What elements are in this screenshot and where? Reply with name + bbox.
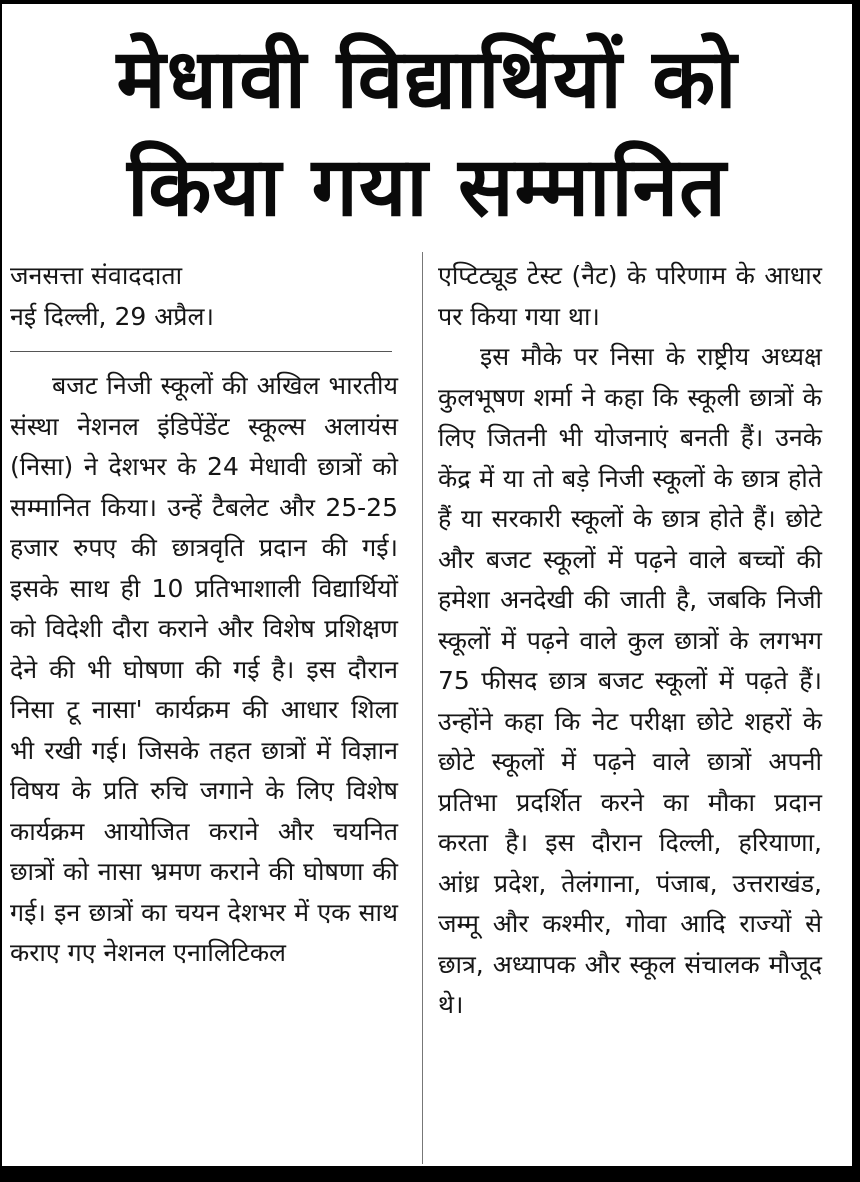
headline (2, 26, 852, 242)
article-column-right (438, 256, 822, 1026)
headline-line-2: किया गया सम्मानित (127, 140, 727, 235)
newspaper-clipping (2, 4, 852, 1166)
byline-dateline: नई दिल्ली, 29 अप्रैल। (10, 301, 214, 331)
article-paragraph: इस मौके पर निसा के राष्ट्रीय अध्यक्ष कुलभूषण शर्मा ने कहा कि स्कूली छात्रों के लिए जितनी भी योजनाएं बनती हैं। उनके केंद्र में या तो बड़े निजी स्कूलों के छात्र होते हैं या सरकारी स्कूलों के छात्र होते हैं। छोटे और बजट स्कूलों में पढ़ने वाले बच्चों की हमेशा अनदेखी की जाती है, जबकि निजी स्कूलों में पढ़ने वाले कुल छात्रों के लगभग 75 फीसद छात्र बजट स्कूलों में पढ़ते हैं। उन्होंने कहा कि नेट परीक्षा छोटे शहरों के छोटे स्कूलों में पढ़ने वाले छात्रों अपनी प्रतिभा प्रदर्शित करने का मौका प्रदान करता है। इस दौरान दिल्ली, हरियाणा, आंध्र प्रदेश, तेलंगाना, पंजाब, उत्तराखंड, जम्मू और कश्मीर, गोवा आदि राज्यों से छात्र, अध्यापक और स्कूल संचालक मौजूद थे। (438, 342, 822, 1019)
byline-divider (10, 351, 392, 352)
byline-author: जनसत्ता संवाददाता (10, 261, 183, 290)
article-paragraph: बजट निजी स्कूलों की अखिल भारतीय संस्था नेशनल इंडिपेंडेंट स्कूल्स अलायंस (निसा) ने देशभर के 24 मेधावी छात्रों को सम्मानित किया। उन्हें टैबलेट और 25-25 हजार रुपए की छात्रवृति प्रदान की गई। इसके साथ ही 10 प्रतिभाशाली विद्यार्थियों को विदेशी दौरा कराने और विशेष प्रशिक्षण देने की भी घोषणा की गई है। इस दौरान निसा टू नासा' कार्यक्रम की आधार शिला भी रखी गई। जिसके तहत छात्रों में विज्ञान विषय के प्रति रुचि जगाने के लिए विशेष कार्यक्रम आयोजित कराने और चयनित छात्रों को नासा भ्रमण कराने की घोषणा की गई। इन छात्रों का चयन देशभर में एक साथ कराए गए नेशनल एनालिटिकल (10, 371, 398, 967)
article-column-left (10, 256, 398, 974)
article-paragraph-continued: एप्टिट्यूड टेस्ट (नैट) के परिणाम के आधार पर किया गया था। (438, 261, 822, 331)
column-divider (422, 252, 423, 1164)
headline-line-1: मेधावी विद्यार्थियों को (116, 32, 738, 127)
